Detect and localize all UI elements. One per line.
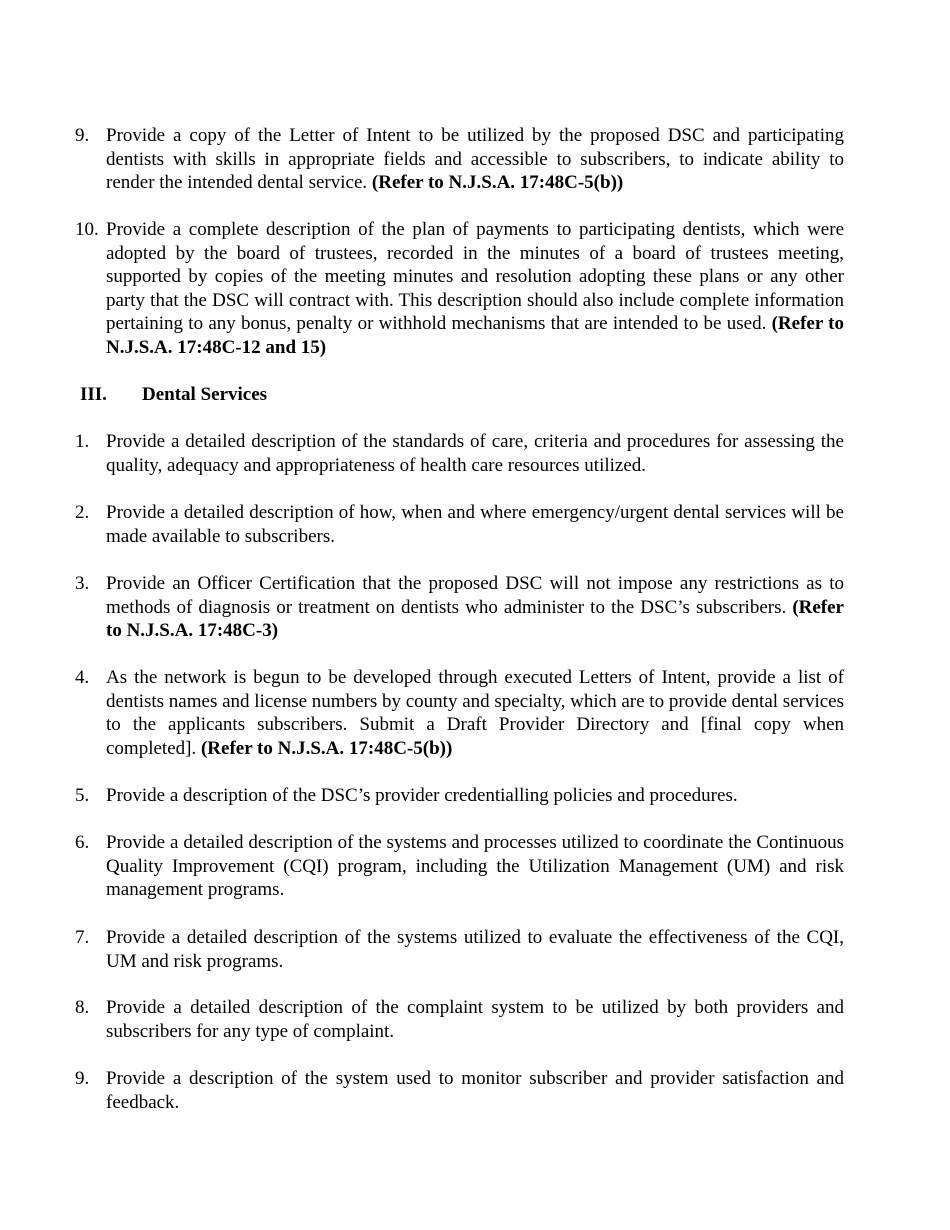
item-number: 9.	[75, 1068, 90, 1089]
item-number: 8.	[75, 997, 90, 1018]
item-number: 4.	[75, 667, 90, 688]
list-item	[75, 124, 844, 195]
item-number: 10.	[75, 219, 99, 240]
item-text: As the network is begun to be developed through executed Letters of Intent, provide a list of dentists names and license numbers by county and specialty, which are to provide dental services to the applicants subscribers. Submit a Draft Provider Directory and [final copy when completed].	[106, 667, 844, 759]
item-text: Provide a detailed description of the systems utilized to evaluate the effectiveness of the CQI, UM and risk programs.	[106, 927, 844, 972]
item-text: Provide a description of the DSC’s provider credentialling policies and procedures.	[106, 785, 738, 806]
item-text: Provide a complete description of the plan of payments to participating dentists, which were adopted by the board of trustees, recorded in the minutes of a board of trustees meeting, supported by copies of the meeting minutes and resolution adopting these plans or any other party that the DSC will contract with. This description should also include complete information pertaining to any bonus, penalty or withhold mechanisms that are intended to be used.	[106, 219, 844, 334]
item-body	[106, 124, 844, 195]
statute-reference: (Refer to N.J.S.A. 17:48C-12 and 15)	[106, 313, 845, 358]
item-text: Provide a detailed description of the standards of care, criteria and procedures for assessing the quality, adequacy and appropriateness of health care resources utilized.	[106, 431, 844, 476]
list-item	[75, 501, 844, 548]
item-number: 5.	[75, 785, 90, 806]
item-number: 9.	[75, 125, 90, 146]
item-text: Provide a detailed description of how, when and where emergency/urgent dental services will be made available to subscribers.	[106, 502, 844, 547]
item-number: 1.	[75, 431, 90, 452]
statute-reference: (Refer to N.J.S.A. 17:48C-5(b))	[200, 737, 453, 759]
statute-reference: (Refer to N.J.S.A. 17:48C-5(b))	[371, 172, 624, 193]
item-text: Provide a copy of the Letter of Intent to be utilized by the proposed DSC and participating dentists with skills in appropriate fields and accessible to subscribers, to indicate ability to render the intended dental service.	[106, 125, 844, 193]
statute-reference: (Refer to N.J.S.A. 17:48C-3)	[106, 596, 844, 641]
list-item	[75, 430, 844, 477]
section-title: Dental Services	[142, 384, 268, 405]
list-item	[75, 831, 844, 902]
item-body	[106, 666, 844, 760]
item-text: Provide a detailed description of the complaint system to be utilized by both providers and subscribers for any type of complaint.	[106, 997, 844, 1042]
list-item	[75, 218, 844, 359]
item-number: 2.	[75, 502, 90, 523]
item-body	[106, 501, 844, 548]
item-text: Provide an Officer Certification that the proposed DSC will not impose any restrictions as to methods of diagnosis or treatment on dentists who administer to the DSC’s subscribers.	[106, 573, 844, 618]
list-item	[75, 996, 844, 1043]
item-body	[106, 784, 844, 808]
item-number: 3.	[75, 573, 90, 594]
item-number: 6.	[75, 832, 90, 853]
list-item	[75, 926, 844, 973]
item-body	[106, 996, 844, 1043]
list-item	[75, 1067, 844, 1114]
item-body	[106, 926, 844, 973]
item-text: Provide a description of the system used to monitor subscriber and provider satisfaction and feedback.	[106, 1068, 844, 1113]
item-body	[106, 218, 844, 359]
item-text: Provide a detailed description of the systems and processes utilized to coordinate the Continuous Quality Improvement (CQI) program, including the Utilization Management (UM) and risk management programs.	[106, 832, 844, 900]
item-body	[106, 572, 844, 643]
section-heading	[80, 383, 267, 407]
item-body	[106, 430, 844, 477]
item-body	[106, 1067, 844, 1114]
item-number: 7.	[75, 927, 90, 948]
list-item	[75, 572, 844, 643]
item-body	[106, 831, 844, 902]
section-number: III.	[80, 384, 107, 405]
list-item	[75, 666, 844, 760]
list-item	[75, 784, 844, 808]
